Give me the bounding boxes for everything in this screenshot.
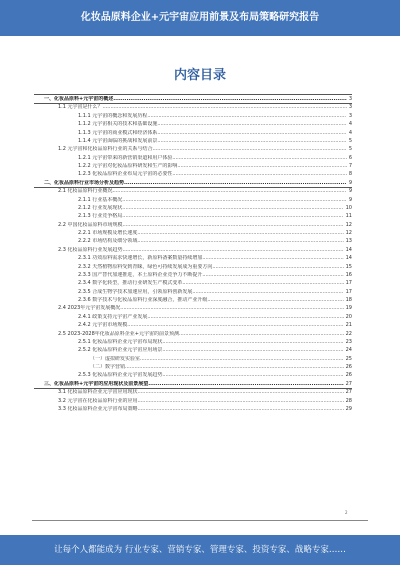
toc-entry-page: 17 <box>345 288 352 295</box>
toc-entry-page: 27 <box>345 380 352 387</box>
section-rule <box>34 103 352 104</box>
toc-entry[interactable] <box>34 322 352 329</box>
toc-entry-page: 22 <box>345 330 352 337</box>
toc-heading: 内容目录 <box>173 68 226 83</box>
toc-entry-title: 2.3.5 合成生物学技术加速应用，引领原料创新发展............................................................................................... <box>78 288 344 295</box>
toc-entry-title: 2.1.1 行业基本概况............................................................................................................................................. <box>78 196 347 203</box>
toc-entry-title: 2.3.1 功效原料需求快速增长，新原料备案数量持续增加......................................................................................... <box>78 255 344 262</box>
toc-entry-page: 21 <box>345 322 352 329</box>
toc-top-rule <box>34 94 352 95</box>
toc-entry-page: 14 <box>345 246 352 253</box>
toc-entry-page: 26 <box>345 364 352 370</box>
toc-entry-title: 2.2.2 市场结构及细分领域.................................................................................................................................. <box>78 238 344 245</box>
toc-entry[interactable] <box>34 146 352 153</box>
toc-entry-title: 1.1.4 元宇宙面临的挑战和发展前景....................................................................................................................... <box>78 137 347 144</box>
toc-entry[interactable] <box>34 130 352 137</box>
toc-entry-title: 2.4.1 政策支持元宇宙产业发展............................................................................................................................ <box>78 313 344 320</box>
toc-entry[interactable] <box>34 339 352 346</box>
bottom-rule <box>32 520 368 521</box>
toc-entry-page: 3 <box>348 96 352 102</box>
toc-entry[interactable] <box>34 280 352 287</box>
toc-entry[interactable] <box>34 205 352 212</box>
toc-entry-title: 1.1.2 元宇宙相关的技术和基础设施....................................................................................................................... <box>78 121 347 128</box>
toc-entry[interactable] <box>34 188 352 195</box>
footer-slogan: 让每个人都能成为 行业专家、营销专家、管理专家、投资专家、战略专家…… <box>54 545 346 555</box>
toc-entry-title: 1.1 元宇宙是什么？.......................................................................................................................................................... <box>58 104 347 111</box>
toc-entry-title: 3.2 元宇宙在化妆品原料行业的应用.................................................................................................................................. <box>58 397 344 404</box>
toc-entry-page: 17 <box>345 280 352 287</box>
toc-entry-page: 12 <box>345 221 352 228</box>
toc-entry-page: 8 <box>348 171 352 178</box>
toc-entry-title: 3.3 化妆品原料企业元宇宙布局策略.................................................................................................................................. <box>58 405 344 412</box>
toc-entry-page: 23 <box>345 338 352 345</box>
toc-entry-page: 5 <box>348 137 352 144</box>
toc-entry[interactable] <box>34 289 352 296</box>
toc-entry-page: 13 <box>345 238 352 245</box>
toc-entry[interactable] <box>34 297 352 304</box>
toc-entry-page: 25 <box>345 355 352 362</box>
toc-entry-title: 2.5.2 化妆品原料企业元宇宙应用场景.................................................................................................................. <box>78 347 344 354</box>
page-number: 2 <box>345 510 348 515</box>
toc-entry-title: 一、化妆品原料+元宇宙的概述........................................................................................................................... <box>44 96 347 102</box>
toc-entry[interactable] <box>34 305 352 312</box>
table-of-contents <box>34 96 352 414</box>
toc-entry[interactable] <box>34 197 352 204</box>
section-rule <box>34 388 352 389</box>
toc-entry-title: 2.3.3 国产替代加速推进，本土原料企业竞争力不断提升......................................................................................... <box>78 271 344 278</box>
toc-entry[interactable] <box>34 163 352 170</box>
toc-entry-page: 4 <box>348 121 352 128</box>
toc-entry[interactable] <box>34 264 352 271</box>
section-rule <box>34 187 352 188</box>
toc-entry[interactable] <box>34 138 352 145</box>
toc-entry-title: 1.2.2 元宇宙对化妆品原料研发和生产的影响........................................................................................................... <box>78 163 347 169</box>
toc-entry-page: 9 <box>348 179 352 186</box>
toc-entry-page: 10 <box>345 204 352 211</box>
toc-entry[interactable] <box>34 406 352 413</box>
toc-entry-title: 2.4 2023年元宇宙发展概况............................................................................................................................................. <box>58 305 344 312</box>
toc-entry-page: 9 <box>348 188 352 195</box>
toc-entry[interactable] <box>34 331 352 338</box>
toc-entry-page: 5 <box>348 146 352 153</box>
toc-entry[interactable] <box>34 255 352 262</box>
toc-entry[interactable] <box>34 155 352 162</box>
toc-entry-page: 15 <box>345 263 352 270</box>
toc-entry-title: 2.5.3 化妆品原料企业元宇宙发展趋势.................................................................................................................. <box>78 372 344 379</box>
toc-entry-title: 2.3.6 数字技术与化妆品原料行业深度融合，推动产业升级...................................................................................... <box>78 297 344 303</box>
toc-entry-title: 2.4.2 元宇宙市场规模........................................................................................................................................ <box>78 322 344 329</box>
toc-entry[interactable] <box>34 347 352 354</box>
toc-entry-title: 2.1.2 行业发展现状........................................................................................................................................... <box>78 204 344 211</box>
toc-entry[interactable] <box>34 171 352 178</box>
toc-entry-page: 27 <box>345 389 352 396</box>
toc-entry-title: 三、化妆品原料+元宇宙的应用现状及前景展望....................................................................................................... <box>44 380 344 387</box>
toc-entry[interactable] <box>34 372 352 379</box>
toc-entry[interactable] <box>34 356 352 363</box>
report-title: 化妆品原料企业+元宇宙应用前景及布局策略研究报告 <box>80 12 320 23</box>
toc-entry[interactable] <box>34 247 352 254</box>
toc-entry-title: 1.2 元宇宙和化妆品原料行业的关系与结合.......................................................................................................................... <box>58 146 347 153</box>
toc-entry[interactable] <box>34 180 352 187</box>
toc-entry-title: （二）数字营销.......................................................................................................................................... <box>90 364 344 370</box>
toc-entry[interactable] <box>34 121 352 128</box>
toc-entry-title: 3.1 化妆品原料企业元宇宙应用现状.................................................................................................................................. <box>58 389 344 396</box>
toc-entry-page: 24 <box>345 347 352 354</box>
toc-entry-page: 20 <box>345 313 352 320</box>
toc-entry-title: 1.2.3 化妆品原料企业布局元宇宙的必要性.............................................................................................................. <box>78 171 347 178</box>
toc-entry[interactable] <box>34 238 352 245</box>
toc-entry[interactable] <box>34 381 352 388</box>
toc-entry-title: 2.5.1 化妆品原料企业元宇宙布局现状.................................................................................................................. <box>78 338 344 345</box>
toc-entry-title: 2.5 2023-2028年化妆品原料企业+元宇宙的前景预测........................................................................................................ <box>58 330 344 337</box>
toc-entry-page: 7 <box>348 163 352 169</box>
toc-entry[interactable] <box>34 113 352 120</box>
toc-entry-title: 1.1.1 元宇宙的概念和发展历程............................................................................................................................. <box>78 112 346 119</box>
toc-entry[interactable] <box>34 389 352 396</box>
toc-entry[interactable] <box>34 314 352 321</box>
toc-entry-page: 9 <box>348 196 352 203</box>
toc-entry-page: 18 <box>345 297 352 303</box>
toc-entry-page: 6 <box>348 154 352 161</box>
toc-entry-page: 4 <box>348 129 352 136</box>
toc-entry-title: （一）虚拟研发实验室................................................................................................................................ <box>90 355 344 362</box>
toc-entry-title: 2.3.2 天然植物原料受到青睐，绿色可持续发展成为重要方向................................................................................... <box>78 263 344 270</box>
toc-entry-title: 1.1.3 元宇宙的商业模式和经济体系....................................................................................................................... <box>78 129 347 136</box>
toc-entry-page: 3 <box>348 112 352 119</box>
toc-entry[interactable] <box>34 213 352 220</box>
toc-entry-title: 1.2.1 元宇宙带来的新营销渠道和用户体验.............................................................................................................. <box>78 154 347 161</box>
toc-entry[interactable] <box>34 222 352 229</box>
toc-entry-title: 2.1 化妆品原料行业概况................................................................................................................................................... <box>58 188 347 195</box>
toc-entry-page: 28 <box>345 397 352 404</box>
toc-entry-title: 二、化妆品原料行业市场分析及趋势..................................................................................................................... <box>44 179 347 186</box>
toc-entry-title: 2.3.4 数字化转型，推动行业研发生产模式变革...................................................................................................... <box>78 280 344 287</box>
toc-entry-page: 29 <box>345 405 352 412</box>
toc-entry[interactable] <box>34 272 352 279</box>
toc-entry-title: 2.2 中国化妆品原料市场规模........................................................................................................................................... <box>58 221 344 228</box>
toc-entry-page: 16 <box>345 271 352 278</box>
toc-entry-title: 2.3 化妆品原料行业发展趋势........................................................................................................................................... <box>58 246 344 253</box>
toc-entry-page: 11 <box>345 213 352 220</box>
toc-entry[interactable] <box>34 364 352 371</box>
toc-entry-page: 26 <box>345 372 352 379</box>
toc-entry-page: 12 <box>345 230 352 236</box>
toc-entry-page: 3 <box>348 104 352 111</box>
toc-entry[interactable] <box>34 104 352 111</box>
toc-entry-title: 2.2.1 市场规模及增长速度.................................................................................................................................. <box>78 230 344 236</box>
toc-entry[interactable] <box>34 398 352 405</box>
toc-entry[interactable] <box>34 230 352 237</box>
toc-entry-page: 14 <box>345 255 352 262</box>
toc-entry-page: 19 <box>345 305 352 312</box>
toc-entry-title: 2.1.3 行业竞争格局........................................................................................................................................... <box>78 213 344 220</box>
